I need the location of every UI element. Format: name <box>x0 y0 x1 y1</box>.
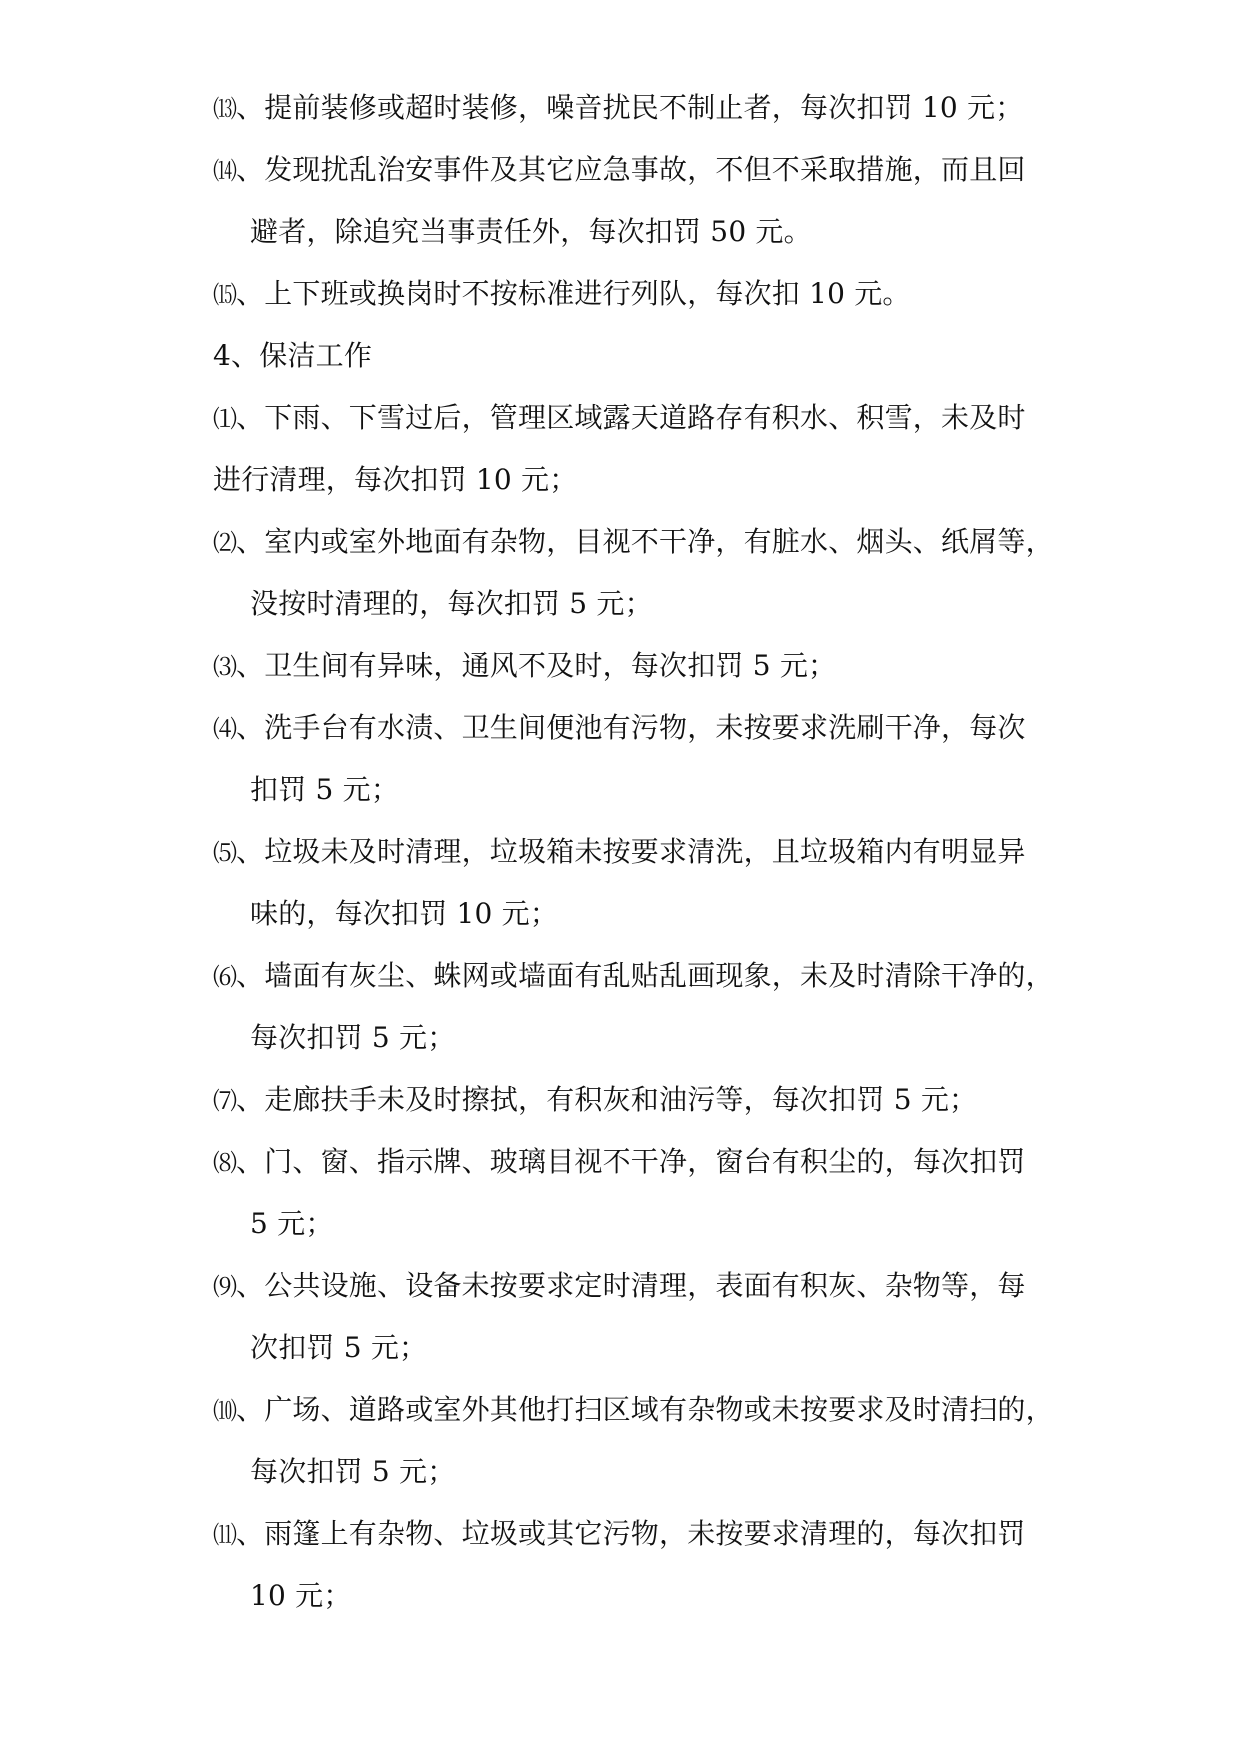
list-item-text: 、垃圾未及时清理，垃圾箱未按要求清洗，且垃圾箱内有明显异 <box>236 835 1026 868</box>
list-item-text: 、下雨、下雪过后，管理区域露天道路存有积水、积雪，未及时 <box>236 401 1026 434</box>
list-item <box>213 635 1053 697</box>
list-item <box>213 77 1053 139</box>
list-item-text: 、公共设施、设备未按要求定时清理，表面有积灰、杂物等，每 <box>236 1269 1026 1302</box>
list-item <box>213 511 1053 635</box>
list-item-first-line <box>213 945 1053 1007</box>
list-item-text: 、墙面有灰尘、蛛网或墙面有乱贴乱画现象，未及时清除干净的， <box>236 959 1054 992</box>
list-item <box>213 139 1053 263</box>
list-item-marker: ⒀ <box>213 95 236 123</box>
list-item-text: 、提前装修或超时装修，噪音扰民不制止者，每次扣罚 10 元； <box>236 91 1024 124</box>
list-item-marker: ⑺ <box>213 1087 236 1115</box>
list-item-continuation: 避者，除追究当事责任外，每次扣罚 50 元。 <box>250 215 812 248</box>
list-item-first-line <box>213 697 1053 759</box>
list-item-first-line <box>213 77 1053 139</box>
list-item-first-line <box>213 1131 1053 1193</box>
list-item <box>213 821 1053 945</box>
list-item-text: 、门、窗、指示牌、玻璃目视不干净，窗台有积尘的，每次扣罚 <box>236 1145 1026 1178</box>
list-item <box>213 387 1053 511</box>
list-item <box>213 263 1053 325</box>
list-item-text: 、广场、道路或室外其他打扫区域有杂物或未按要求及时清扫的， <box>236 1393 1054 1426</box>
list-item-text: 、雨篷上有杂物、垃圾或其它污物，未按要求清理的，每次扣罚 <box>236 1517 1026 1550</box>
list-item-continuation: 味的，每次扣罚 10 元； <box>250 897 559 930</box>
list-item-continuation: 每次扣罚 5 元； <box>250 1021 456 1054</box>
list-item <box>213 697 1053 821</box>
list-item-continuation: 没按时清理的，每次扣罚 5 元； <box>250 587 653 620</box>
list-item-continuation: 扣罚 5 元； <box>250 773 400 806</box>
list-item <box>213 1503 1053 1627</box>
list-item-continuation: 次扣罚 5 元； <box>250 1331 428 1364</box>
list-item-text: 、洗手台有水渍、卫生间便池有污物，未按要求洗刷干净，每次 <box>236 711 1026 744</box>
list-item-marker: ⑽ <box>213 1397 236 1425</box>
list-item-first-line <box>213 635 1053 697</box>
list-item-first-line <box>213 511 1053 573</box>
list-item-text: 、卫生间有异味，通风不及时，每次扣罚 5 元； <box>236 649 837 682</box>
list-item-first-line <box>213 1503 1053 1565</box>
list-item <box>213 1069 1053 1131</box>
list-item-first-line <box>213 1379 1053 1441</box>
list-item-first-line <box>213 387 1053 449</box>
list-item-marker: ⑼ <box>213 1273 236 1301</box>
list-item-marker: ⑷ <box>213 715 236 743</box>
list-item-continuation: 5 元； <box>250 1207 334 1240</box>
list-item <box>213 1379 1053 1503</box>
list-item-text: 、室内或室外地面有杂物，目视不干净，有脏水、烟头、纸屑等， <box>236 525 1054 558</box>
list-item-text: 、发现扰乱治安事件及其它应急事故，不但不采取措施，而且回 <box>236 153 1026 186</box>
list-item-marker: ⒁ <box>213 157 236 185</box>
list-item-first-line <box>213 1069 1053 1131</box>
list-item <box>213 1255 1053 1379</box>
list-item-continuation: 每次扣罚 5 元； <box>250 1455 456 1488</box>
list-item-marker: ⑾ <box>213 1521 236 1549</box>
list-item-continuation: 10 元； <box>250 1579 352 1612</box>
list-item-first-line <box>213 139 1053 201</box>
list-item <box>213 945 1053 1069</box>
list-item-first-line <box>213 325 1053 387</box>
list-item-marker: ⒂ <box>213 281 236 309</box>
list-item-marker: ⑻ <box>213 1149 236 1177</box>
list-item-text: 、走廊扶手未及时擦拭，有积灰和油污等，每次扣罚 5 元； <box>236 1083 978 1116</box>
document-body <box>213 77 1053 1627</box>
list-item-marker: ⑴ <box>213 405 236 433</box>
list-item-continuation: 进行清理，每次扣罚 10 元； <box>213 463 578 496</box>
list-item-first-line <box>213 263 1053 325</box>
list-item-first-line <box>213 1255 1053 1317</box>
list-item-marker: ⑸ <box>213 839 236 867</box>
list-item <box>213 325 1053 387</box>
list-item <box>213 1131 1053 1255</box>
list-item-first-line <box>213 821 1053 883</box>
list-item-marker: ⑵ <box>213 529 236 557</box>
list-item-text: 4、保洁工作 <box>213 339 373 372</box>
list-item-marker: ⑹ <box>213 963 236 991</box>
list-item-text: 、上下班或换岗时不按标准进行列队，每次扣 10 元。 <box>236 277 911 310</box>
list-item-marker: ⑶ <box>213 653 236 681</box>
